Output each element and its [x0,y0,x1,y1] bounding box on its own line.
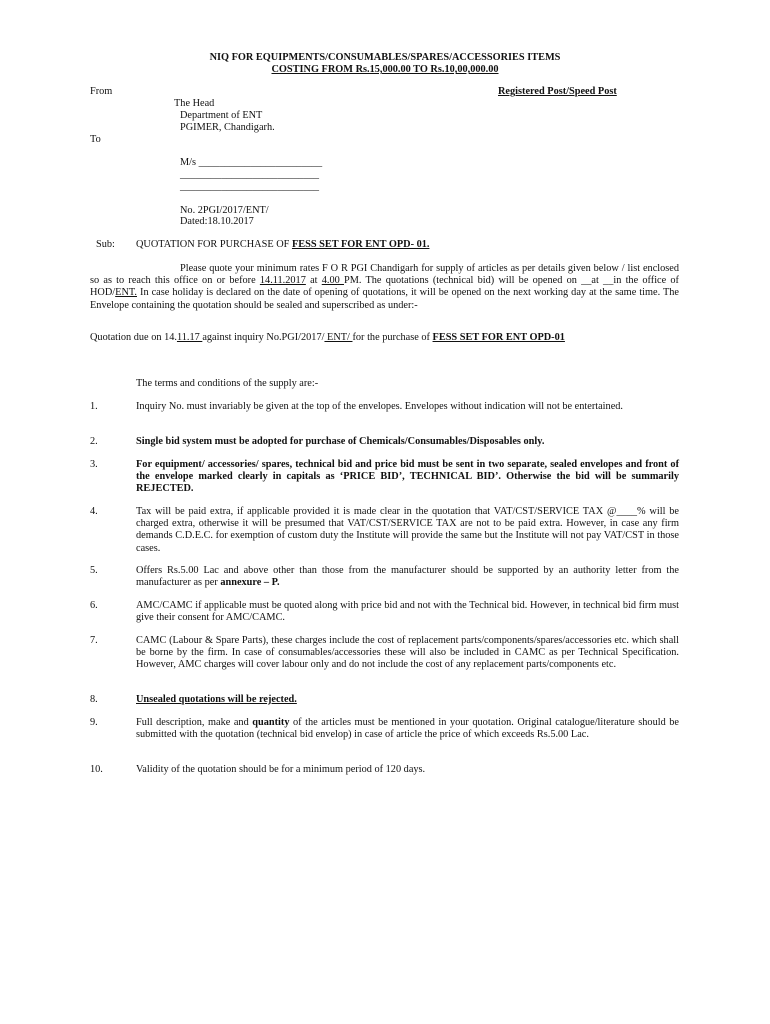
term-text: Unsealed quotations will be rejected. [136,694,297,705]
term-number: 1. [90,401,98,412]
department: ENT/ [324,332,353,343]
term-emphasis: quantity [252,717,290,728]
due-text: against inquiry No.PGI/2017/ [202,332,325,343]
intro-text: PM. The quotations (technical bid) will be opened on __at __in the office of HOD/ [90,275,679,299]
reference-number: No. 2PGI/2017/ENT/ [180,205,269,216]
term-number: 5. [90,565,98,576]
to-label: To [90,134,101,145]
subject-text: QUOTATION FOR PURCHASE OF [136,239,290,250]
term-number: 9. [90,717,98,728]
recipient-line: ___________________________ [180,169,320,180]
due-date: 11.17 [176,332,203,343]
term-number: 8. [90,694,98,705]
sender-line: The Head [174,98,215,109]
due-text: Quotation due on 14. [90,332,177,343]
term-text: Validity of the quotation should be for a minimum period of 120 days. [136,764,426,775]
from-label: From [90,86,113,97]
document-title: NIQ FOR EQUIPMENTS/CONSUMABLES/SPARES/ACCESSORIES ITEMS [209,52,561,63]
post-label: Registered Post/Speed Post [498,86,617,97]
term-text: CAMC (Labour & Spare Parts), these charges include the cost of replacement parts/components/spares/accessories etc. which shall be borne by the firm. In case of consumables/accessories these will also be included in CAMC as per Technical Specification. However, AMC charges will cover labour only and do not include the cost of any replacement parts/components etc. [136,635,679,671]
term-number: 3. [90,459,98,470]
intro-text: Please quote your minimum rates F O R PGI Chandigarh for supply of articles as per details given below / list enclosed so as to reach this office on or before [90,263,679,287]
due-line [90,332,679,344]
term-number: 10. [90,764,103,775]
term-number: 4. [90,506,98,517]
term-number: 6. [90,600,98,611]
recipient-line: M/s ________________________ [180,157,323,168]
recipient-line: ___________________________ [180,181,320,192]
term-text-part: Full description, make and [136,717,253,728]
intro-paragraph [90,263,679,312]
intro-text: at [305,275,322,287]
sender-line: PGIMER, Chandigarh. [180,122,275,133]
term-number: 2. [90,436,98,447]
document-subtitle: COSTING FROM Rs.15,000.00 TO Rs.10,00,000.00 [271,64,499,75]
due-time: 4.00 [321,275,344,287]
reference-date: Dated:18.10.2017 [180,216,254,227]
sender-line: Department of ENT [180,110,263,121]
term-text: Inquiry No. must invariably be given at the top of the envelopes. Envelopes without indication will not be entertained. [136,401,623,412]
subject-item: FESS SET FOR ENT OPD- 01. [291,239,430,250]
annexure-reference: annexure – P. [220,577,280,589]
subject-line [136,239,429,251]
department: ENT. [115,287,137,299]
term-number: 7. [90,635,98,646]
term-text: AMC/CAMC if applicable must be quoted along with price bid and not with the Technical bid. However, in technical bid firm must give their consent for AMC/CAMC. [136,600,679,624]
term-text: Single bid system must be adopted for purchase of Chemicals/Consumables/Disposables only. [136,436,545,447]
subject-label: Sub: [96,239,115,250]
due-text: for the purchase of [352,332,433,343]
terms-heading: The terms and conditions of the supply are:- [136,378,319,389]
term-text [136,717,679,741]
intro-text: In case holiday is declared on the date of opening of quotations, it will be opened on the next working day at the same time. The Envelope containing the quotation should be sealed and superscribed as under:- [90,287,679,311]
due-item: FESS SET FOR ENT OPD-01 [432,332,565,343]
term-text-part: of the articles must be mentioned in your quotation. Original catalogue/literature should be submitted with the quotation (technical bid envelop) in case of article the price of which exceeds Rs.5.00 Lac. [136,717,679,741]
term-text-part: Offers Rs.5.00 Lac and above other than those from the manufacturer should be supported by an authority letter from the manufacturer as per [136,565,679,589]
term-text [136,565,679,589]
term-text: Tax will be paid extra, if applicable provided it is made clear in the quotation that VAT/CST/SERVICE TAX @____% will be charged extra, otherwise it will be presumed that VAT/CST/SERVICE TAX are not to be paid extra. However, in case any firm demands C.D.E.C. for exemption of custom duty the Institute will provide the same but the Institute will not pay VAT/CST in those cases. [136,506,679,554]
due-date: 14.11.2017 [259,275,306,287]
term-text: For equipment/ accessories/ spares, technical bid and price bid must be sent in two separate, sealed envelopes and front of the envelope marked clearly in capitals as ‘PRICE BID’, TECHNICAL BID’. Otherwise the bid will be summarily REJECTED. [136,459,679,495]
